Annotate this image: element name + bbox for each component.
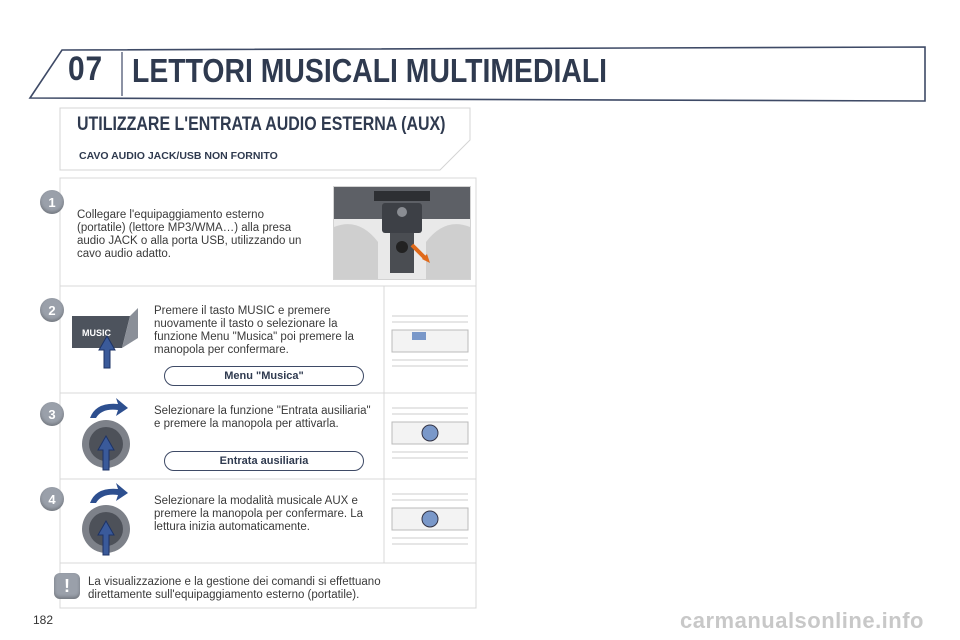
music-button-illustration [70, 308, 140, 374]
chapter-title: LETTORI MUSICALI MULTIMEDIALI [132, 52, 608, 89]
car-interior-image [333, 186, 471, 280]
step-badge-4: 4 [40, 487, 64, 511]
step-badge-2: 2 [40, 298, 64, 322]
step-badge-3: 3 [40, 402, 64, 426]
entrata-ausiliaria-pill: Entrata ausiliaria [164, 451, 364, 471]
menu-musica-pill: Menu "Musica" [164, 366, 364, 386]
step-4-text: Selezionare la modalità musicale AUX e premere la manopola per confermare. La lettura inizia automaticamente. [154, 495, 364, 533]
step-3-text: Selezionare la funzione "Entrata ausiliaria" e premere la manopola per attivarla. [154, 405, 371, 430]
warning-icon: ! [54, 573, 80, 599]
svg-text:MUSIC: MUSIC [82, 328, 111, 338]
knob-illustration-3 [78, 396, 138, 476]
step-badge-1: 1 [40, 190, 64, 214]
note-text: La visualizzazione e la gestione dei comandi si effettuano direttamente sull'equipaggiamento esterno (portatile). [88, 576, 381, 601]
radio-panel-2 [390, 312, 470, 376]
step-1-text: Collegare l'equipaggiamento esterno (portatile) (lettore MP3/WMA…) alla presa audio JACK o alla porta USB, utilizzando un cavo audio adatto. [77, 209, 302, 260]
section-subtitle: CAVO AUDIO JACK/USB NON FORNITO [79, 150, 278, 162]
radio-panel-4 [390, 490, 470, 554]
radio-panel-3 [390, 404, 470, 468]
section-title: UTILIZZARE L'ENTRATA AUDIO ESTERNA (AUX) [77, 114, 446, 135]
chapter-number: 07 [68, 50, 104, 88]
watermark: carmanualsonline.info [680, 608, 924, 633]
step-2-text: Premere il tasto MUSIC e premere nuovamente il tasto o selezionare la funzione Menu "Musica" poi premere la manopola per confermare. [154, 305, 354, 356]
knob-illustration-4 [78, 481, 138, 561]
page-number: 182 [33, 613, 54, 627]
